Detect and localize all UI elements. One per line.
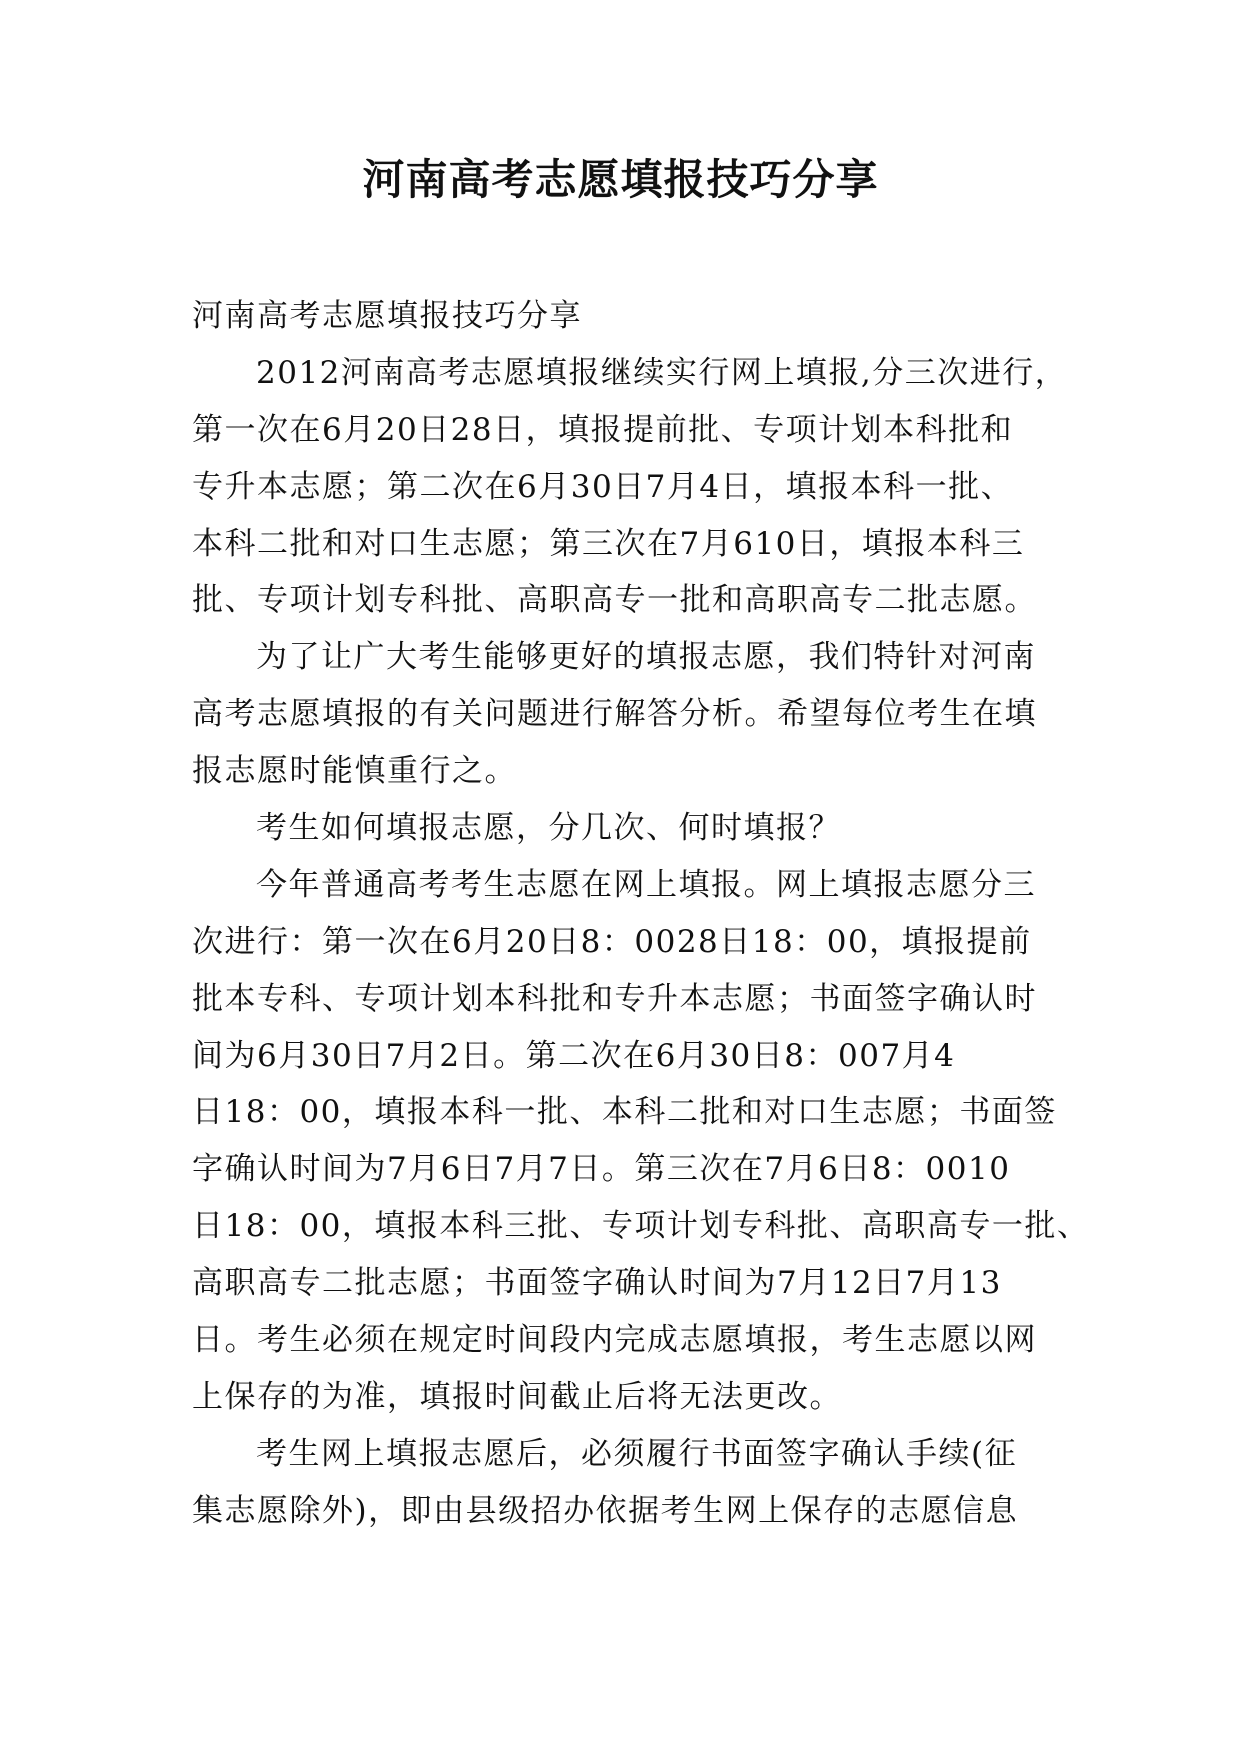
paragraph-3-line-3: 批本专科、专项计划本科批和专升本志愿；书面签字确认时: [192, 980, 1037, 1017]
paragraph-4-line-1: 考生网上填报志愿后，必须履行书面签字确认手续(征: [256, 1435, 1018, 1472]
document-title: 河南高考志愿填报技巧分享: [362, 155, 879, 204]
paragraph-2-line-1: 为了让广大考生能够更好的填报志愿，我们特针对河南: [256, 639, 1036, 676]
question-heading: 考生如何填报志愿，分几次、何时填报？: [256, 810, 841, 847]
paragraph-1-line-3: 专升本志愿；第二次在6月30日7月4日，填报本科一批、: [192, 468, 1014, 505]
paragraph-3-line-1: 今年普通高考考生志愿在网上填报。网上填报志愿分三: [256, 866, 1036, 903]
document-body: [192, 288, 1090, 1540]
paragraph-3-line-2: 次进行：第一次在6月20日8：0028日18：00，填报提前: [192, 923, 1032, 960]
paragraph-1-line-4: 本科二批和对口生志愿；第三次在7月610日，填报本科三: [192, 525, 1025, 562]
paragraph-3-line-8: 高职高专二批志愿；书面签字确认时间为7月12日7月13: [192, 1265, 1002, 1302]
paragraph-3-line-7: 日18：00，填报本科三批、专项计划专科批、高职高专一批、: [192, 1208, 1090, 1245]
paragraph-1-line-5: 批、专项计划专科批、高职高专一批和高职高专二批志愿。: [192, 582, 1037, 619]
paragraph-3-line-10: 上保存的为准，填报时间截止后将无法更改。: [192, 1378, 842, 1415]
paragraph-3-line-5: 日18：00，填报本科一批、本科二批和对口生志愿；书面签: [192, 1094, 1057, 1131]
body-heading: 河南高考志愿填报技巧分享: [192, 298, 582, 334]
paragraph-1-line-1: 2012河南高考志愿填报继续实行网上填报,分三次进行，: [256, 354, 1068, 391]
paragraph-3-line-4: 间为6月30日7月2日。第二次在6月30日8：007月4: [192, 1037, 956, 1074]
paragraph-3-line-9: 日。考生必须在规定时间段内完成志愿填报，考生志愿以网: [192, 1322, 1037, 1359]
paragraph-2-line-3: 报志愿时能慎重行之。: [192, 753, 517, 790]
paragraph-3-line-6: 字确认时间为7月6日7月7日。第三次在7月6日8：0010: [192, 1151, 1011, 1188]
paragraph-1-line-2: 第一次在6月20日28日，填报提前批、专项计划本科批和: [192, 411, 1014, 448]
paragraph-2-line-2: 高考志愿填报的有关问题进行解答分析。希望每位考生在填: [192, 696, 1037, 733]
paragraph-4-line-2: 集志愿除外)，即由县级招办依据考生网上保存的志愿信息: [192, 1492, 1019, 1529]
